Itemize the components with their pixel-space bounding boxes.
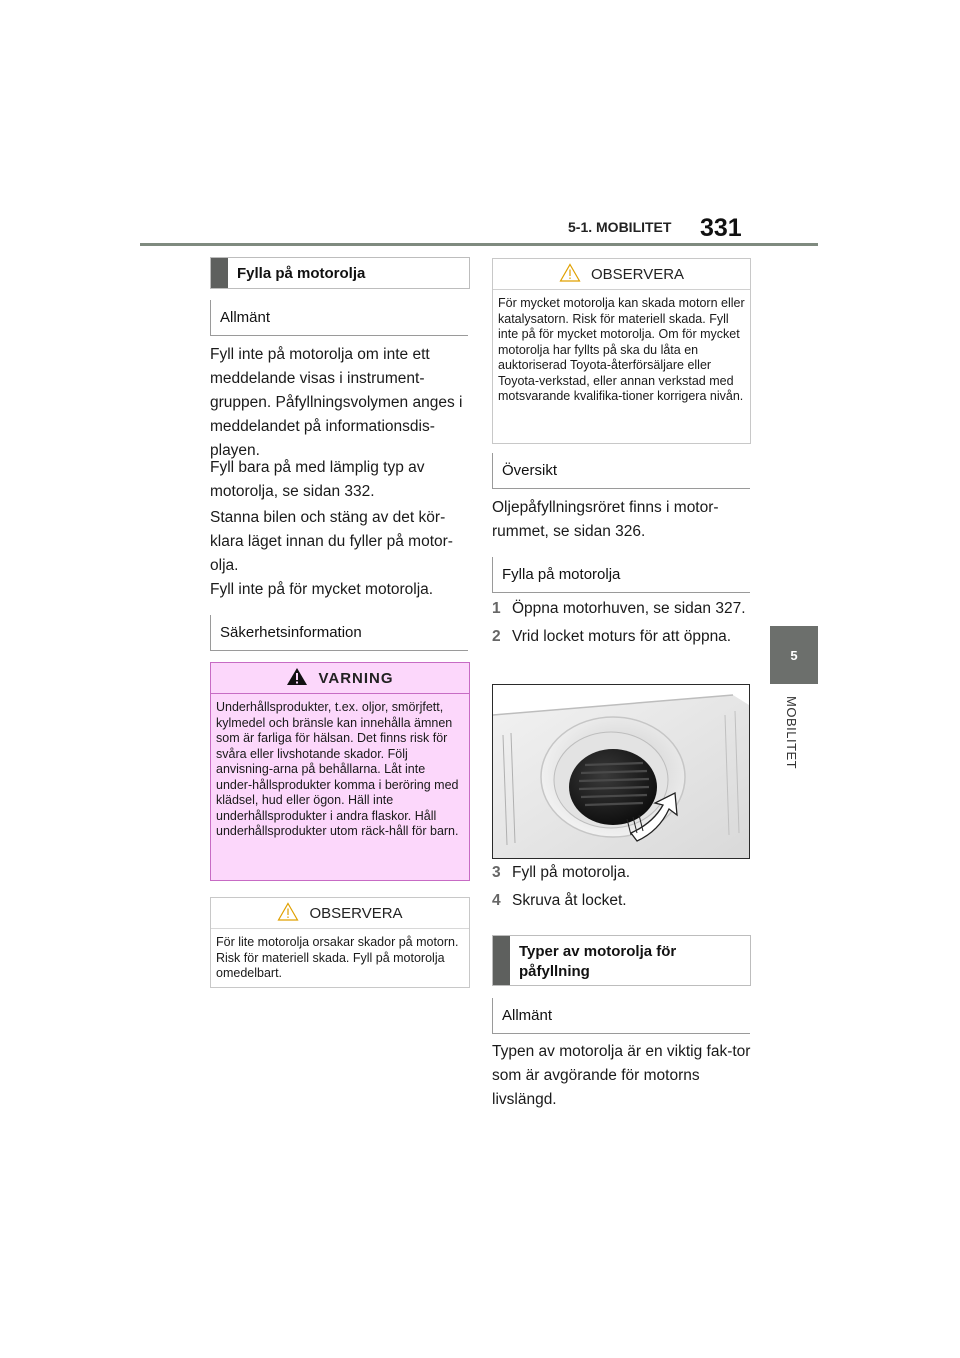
subheading-general: Allmänt bbox=[210, 300, 468, 336]
section-title: 5-1. MOBILITET bbox=[568, 219, 672, 235]
warning-header bbox=[211, 663, 469, 694]
step-text: Skruva åt locket. bbox=[512, 892, 627, 909]
heading-bar bbox=[211, 258, 228, 288]
notice-body: För mycket motorolja kan skada motorn eller katalysatorn. Risk för materiell skada. Fyll inte på för mycket motorolja. Om för mycket motorolja har fyllts på ska du låta en auktoriserad Toyota-återförsäljare eller Toyota-verkstad, eller annan verkstad med motsvarande kvalifika-tioner korrigera nivån. bbox=[498, 296, 745, 403]
heading-text: Fylla på motorolja bbox=[237, 265, 366, 282]
overview-text: Oljepåfyllningsröret finns i motor-rummet, se sidan 326. bbox=[492, 499, 719, 540]
subheading-overview: Översikt bbox=[492, 453, 750, 489]
chapter-label-container bbox=[784, 696, 804, 806]
heading-oil-types bbox=[492, 935, 751, 986]
step-item: 3 Fyll på motorolja. bbox=[492, 862, 752, 884]
paragraph-1: Fyll inte på motorolja om inte ett meddelande visas i instrument-gruppen. Påfyllningsvolymen anges i meddelandet på informationsdis-playen. bbox=[210, 346, 463, 459]
warning-body: Underhållsprodukter, t.ex. oljor, smörjfett, kylmedel och bränsle kan innehålla ämnen som är farliga för hälsan. Det finns risk för svåra eller livshotande skador. Följ anvisning-arna på behållarna. Låt inte under-hållsprodukter komma i beröring med klädsel, hud eller ögon. Häll inte underhållsprodukter i andra flaskor. Håll underhållsprodukter utom räck-håll för barn. bbox=[216, 700, 459, 838]
heading-text: Typer av motorolja för påfyllning bbox=[519, 943, 677, 980]
header-divider bbox=[140, 243, 818, 246]
step-text: Fyll på motorolja. bbox=[512, 864, 631, 881]
warning-triangle-icon bbox=[286, 667, 308, 690]
notice-box-low-oil bbox=[210, 897, 470, 988]
caution-triangle-icon bbox=[559, 263, 581, 286]
steps-list-1 bbox=[492, 598, 752, 648]
oil-cap-illustration bbox=[492, 684, 750, 859]
chapter-label: MOBILITET bbox=[784, 696, 799, 770]
paragraph-3: Stanna bilen och stäng av det kör-klara läget innan du fyller på motor-olja. bbox=[210, 509, 453, 574]
oil-types-text: Typen av motorolja är en viktig fak-tor som är avgörande för motorns livslängd. bbox=[492, 1043, 751, 1108]
subheading-safety: Säkerhetsinformation bbox=[210, 615, 468, 651]
caution-triangle-icon bbox=[277, 902, 299, 925]
notice-box-too-much-oil bbox=[492, 258, 751, 444]
subheading-fill-oil: Fylla på motorolja bbox=[492, 557, 750, 593]
heading-fill-oil bbox=[210, 257, 470, 289]
step-item: 2 Vrid locket moturs för att öppna. bbox=[492, 626, 752, 648]
chapter-tab: 5 bbox=[770, 626, 818, 684]
notice-header bbox=[493, 259, 750, 290]
step-item: 1 Öppna motorhuven, se sidan 327. bbox=[492, 598, 752, 620]
step-text: Vrid locket moturs för att öppna. bbox=[512, 628, 732, 645]
notice-header bbox=[211, 898, 469, 929]
paragraph-4: Fyll inte på för mycket motorolja. bbox=[210, 581, 434, 598]
step-item: 4 Skruva åt locket. bbox=[492, 890, 752, 912]
warning-title: VARNING bbox=[318, 669, 394, 687]
page-number: 331 bbox=[700, 214, 742, 242]
steps-list-2 bbox=[492, 862, 752, 912]
notice-title: OBSERVERA bbox=[590, 265, 685, 283]
step-text: Öppna motorhuven, se sidan 327. bbox=[512, 600, 746, 617]
paragraph-2: Fyll bara på med lämplig typ av motorolja, se sidan 332. bbox=[210, 459, 425, 500]
subheading-general-2: Allmänt bbox=[492, 998, 750, 1034]
notice-title: OBSERVERA bbox=[309, 904, 403, 922]
notice-body: För lite motorolja orsakar skador på motorn. Risk för materiell skada. Fyll på motorolja omedelbart. bbox=[216, 935, 459, 980]
heading-bar bbox=[493, 936, 510, 985]
warning-box bbox=[210, 662, 470, 881]
